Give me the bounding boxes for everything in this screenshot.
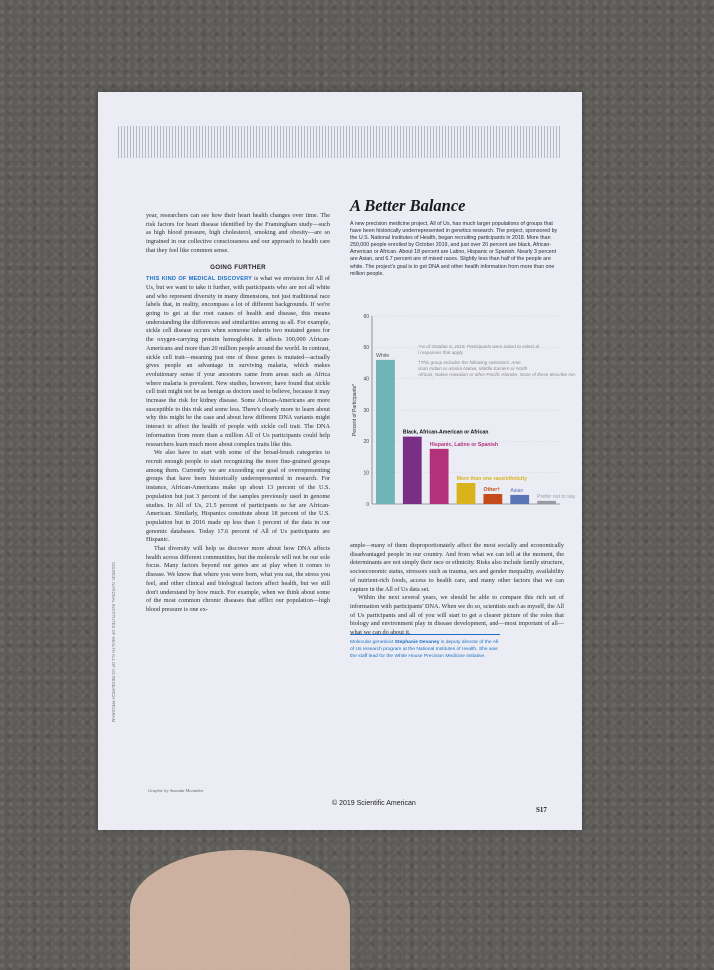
- author-bio: [350, 634, 500, 661]
- paragraph-2: [146, 275, 330, 449]
- paragraph-3: We also have to start with some of the broad-brush categories to recruit enough people to start recognizing the more fine-grained groups among them. Currently we are exceeding our goal of overrepresenting groups that have been historically underrepresented in research. For instance, African-Americans make up about 13 percent of the U.S. population but just 3 percent of the samples previously used in genome studies. In All of Us, 21.5 percent of participants so far are African-American. Similarly, Hispanics constitute about 18 percent of the U.S. population but in 2016 made up less than 1 percent of the data in our genomic databases. Today 17.6 percent of All of Us participants are Hispanic.: [146, 449, 330, 544]
- right-body-text: [350, 542, 564, 638]
- y-tick-label: 50: [363, 345, 369, 352]
- bar-1: [403, 437, 422, 504]
- graphic-credit: Graphic by Amanda Montañez: [148, 788, 204, 793]
- article-sidebar-title: A Better Balance: [350, 196, 466, 215]
- bar-4: [483, 494, 502, 504]
- bar-label: White: [376, 352, 390, 359]
- copyright-notice: © 2019 Scientific American: [332, 800, 416, 807]
- bar-0: [376, 360, 395, 504]
- y-tick-label: 30: [363, 407, 369, 414]
- bio-prefix: Molecular geneticist: [350, 640, 395, 645]
- magazine-page: [98, 92, 582, 830]
- bar-label: Prefer not to say: [537, 493, 576, 500]
- y-tick-label: 40: [363, 376, 369, 383]
- paragraph-1: year, researchers can see how their heart health changes over time. The risk factors for heart disease identified by the Framingham study—such as high blood pressure, high cholesterol, smoking and obesity—are so ingrained in our collective consciousness and our approach to health care that they feel like common sense.: [146, 212, 330, 254]
- chart-footnote-2-cont: rican Indian or Alaska Native, Middle Eastern or North: [418, 366, 528, 371]
- bar-label: Asian: [510, 487, 524, 494]
- author-name: Stephanie Devaney: [394, 640, 440, 645]
- chart-footnote-2: †This group includes the following selections: Ame: [418, 360, 521, 365]
- lead-in: THIS KIND OF MEDICAL DISCOVERY: [146, 276, 253, 283]
- y-tick-label: 20: [363, 439, 369, 446]
- y-tick-label: 0: [366, 501, 369, 508]
- bar-label: More than one race/ethnicity: [456, 476, 527, 483]
- paragraph-6: Within the next several years, we should be able to compare this rich set of information with participants' DNA. When we do so, scientists such as myself, the All of Us participants and all of you will start to get a clearer picture of the roles that biology and environment play in disease development, and—most important of all—what we can do about it.: [350, 594, 564, 637]
- right-column: [350, 196, 577, 660]
- y-tick-label: 10: [363, 470, 369, 477]
- chart-footnote-1-cont: l responses that apply.: [418, 350, 464, 355]
- bar-2: [430, 449, 449, 504]
- bar-3: [457, 483, 476, 504]
- bar-6: [537, 501, 556, 504]
- page-number: S17: [536, 806, 547, 814]
- bar-label: Other†: [483, 486, 501, 493]
- bar-label: Hispanic, Latino or Spanish: [429, 441, 499, 448]
- chart-svg: [350, 308, 577, 530]
- sidebar-intro: A new precision medicine project, All of Us, has much larger populations of groups that have been historically underrepresented in genetics research. The project, sponsored by the U.S. National Institutes of Health, began recruiting participants in 2018. More than 250,000 people enrolled by October 2019, and just over 20 percent are black, African-American or African. About 18 percent are Latino, Hispanic or Spanish. Nearly 3 percent are Asian, and 6.7 percent are of mixed races. Slightly less than half of the people are white. The project's goal is to get DNA and other health information from more than one million people.: [350, 221, 558, 277]
- bar-label: Black, African-American or African: [402, 429, 489, 436]
- paragraph-5: ample—many of them disproportionately affect the most socially and economically disadvantaged people in our country. And from what we can tell at the moment, the determinants are not simply their race or ethnicity. Risks also include family structure, socioeconomic status, stressors such as trauma, sex and gender inequality, availability of nutrient-rich foods, access to health care, and many other factors that we can capture in the All of Us data set.: [350, 542, 564, 593]
- section-heading: GOING FURTHER: [210, 263, 266, 271]
- y-tick-label: 60: [363, 313, 369, 320]
- paragraph-2-text: is what we envision for All of Us, but we want to take it further, with participants who are not all white and who represent diversity in many dimensions, not just traditional race labels that, in reality, encompass a lot of different backgrounds. If we're going to get at the root causes of health and disease, this means understanding the differences and similarities among us all. For example, sickle cell disease occurs when someone inherits two mutated genes for the oxygen-carrying protein hemoglobin. It affects 100,000 African-Americans and more than 20 million people around the world. In contrast, sickle cell trait—meaning just one of these genes is mutated—actually gives people an advantage in surviving malaria, which makes evolutionary sense if your ancestors came from areas such as Africa where malaria is prevalent. New studies, however, have found that sickle cell trait might not be as benign as doctors used to believe, because it may increase the risk for kidney disease. Some African-Americans are more susceptible to this risk and some less. There's clearly more to learn about why this might be the case and about how different DNA variants might interact to affect the health of people with sickle cell trait. The DNA information from more than a million All of Us participants could help researchers learn much more about complex traits like this.: [146, 275, 330, 448]
- chart-footnote-2-cont2: African, Native Hawaiian or other Pacific Islander, None of these describe me.: [418, 372, 577, 377]
- paragraph-4: That diversity will help us discover more about how DNA affects health across different communities, but the molecule will not be our sole focus. Many factors beyond our genes are at play when it comes to disease. We know that where you were born, what you eat, the stress you feel, and other clinical and biological factors affect health, but we still don't understand by how much. For example, when we think about some of the most common chronic diseases that afflict our population—high blood pressure is one ex-: [146, 545, 330, 613]
- header-barcode-strip: [118, 126, 562, 158]
- chart-footnote-1: *As of October 8, 2019. Participants were asked to select al: [418, 344, 540, 349]
- left-column: [146, 212, 330, 615]
- y-axis-label: Percent of Participants*: [352, 383, 358, 437]
- bar-5: [510, 495, 529, 504]
- side-credit: SOURCE: NATIONAL INSTITUTES OF HEALTH ALL OF US RESEARCH PROGRAM: [111, 562, 116, 723]
- bio-suffix: is deputy director of the All of Us research program at the National Institutes of Health. She was the staff lead for the White House Precision Medicine Initiative.: [350, 640, 499, 660]
- participants-bar-chart: [350, 308, 577, 530]
- holding-thumb: [130, 850, 350, 970]
